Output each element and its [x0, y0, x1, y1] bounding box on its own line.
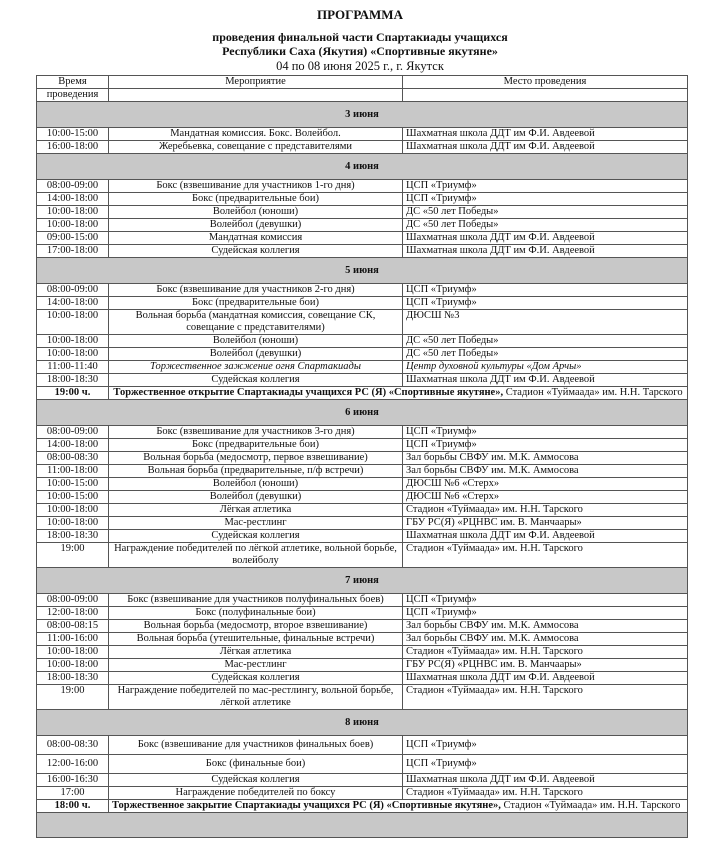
event-place: Зал борьбы СВФУ им. М.К. Аммосова: [403, 620, 688, 633]
document-subtitle-line2: Республики Саха (Якутия) «Спортивные якутяне»: [222, 44, 498, 58]
event-place: ДС «50 лет Победы»: [403, 335, 688, 348]
event-name: Мас-рестлинг: [109, 659, 403, 672]
event-time: 08:00-08:30: [37, 452, 109, 465]
event-time: 10:00-18:00: [37, 517, 109, 530]
event-time: 10:00-18:00: [37, 348, 109, 361]
event-name: Судейская коллегия: [109, 774, 403, 787]
event-time: 08:00-09:00: [37, 426, 109, 439]
table-row: [37, 672, 688, 685]
document-title: ПРОГРАММА: [317, 7, 403, 22]
ceremony-time: 19:00 ч.: [37, 387, 109, 400]
day-header-row: [37, 568, 688, 594]
event-place: Шахматная школа ДДТ им Ф.И. Авдеевой: [403, 774, 688, 787]
table-row: [37, 594, 688, 607]
table-row: [37, 219, 688, 232]
table-row: [37, 478, 688, 491]
event-time: 10:00-15:00: [37, 478, 109, 491]
day-header-row: [37, 154, 688, 180]
table-row: [37, 504, 688, 517]
event-name: Мандатная комиссия: [109, 232, 403, 245]
table-row: [37, 206, 688, 219]
event-place: ЦСП «Триумф»: [403, 594, 688, 607]
event-time: 10:00-18:00: [37, 504, 109, 517]
event-time: 18:00-18:30: [37, 374, 109, 387]
event-time: 10:00-15:00: [37, 491, 109, 504]
table-row: [37, 193, 688, 206]
table-row: [37, 465, 688, 478]
event-place: ДЮСШ №3: [403, 310, 688, 335]
event-name: Награждение победителей по боксу: [109, 787, 403, 800]
document-dates: 04 по 08 июня 2025 г., г. Якутск: [276, 59, 444, 73]
event-name: Бокс (финальные бои): [109, 755, 403, 774]
table-row: [37, 685, 688, 710]
table-row: [37, 245, 688, 258]
event-name: Волейбол (юноши): [109, 478, 403, 491]
table-row: [37, 141, 688, 154]
ceremony-title: Торжественное закрытие Спартакиады учащихся РС (Я) «Спортивные якутяне»,: [112, 800, 501, 811]
table-row: [37, 284, 688, 297]
table-header-row: [37, 76, 688, 89]
event-name: Волейбол (девушки): [109, 348, 403, 361]
table-row: [37, 774, 688, 787]
day-label: 8 июня: [37, 710, 688, 736]
event-time: 10:00-18:00: [37, 219, 109, 232]
table-row: [37, 755, 688, 774]
table-row: [37, 180, 688, 193]
event-time: 08:00-09:00: [37, 284, 109, 297]
event-time: 19:00: [37, 543, 109, 568]
event-time: 10:00-18:00: [37, 335, 109, 348]
table-row: [37, 439, 688, 452]
event-place: Шахматная школа ДДТ им Ф.И. Авдеевой: [403, 128, 688, 141]
event-name: Судейская коллегия: [109, 374, 403, 387]
event-time: 10:00-18:00: [37, 659, 109, 672]
event-place: Зал борьбы СВФУ им. М.К. Аммосова: [403, 633, 688, 646]
table-row: [37, 659, 688, 672]
day-label: 5 июня: [37, 258, 688, 284]
day-header-row: [37, 710, 688, 736]
event-place: ДЮСШ №6 «Стерх»: [403, 478, 688, 491]
event-name: Вольная борьба (утешительные, финальные встречи): [109, 633, 403, 646]
event-place: ЦСП «Триумф»: [403, 193, 688, 206]
event-name: Вольная борьба (медосмотр, первое взвешивание): [109, 452, 403, 465]
event-place: ГБУ РС(Я) «РЦНВС им. В. Манчаары»: [403, 659, 688, 672]
event-place: ЦСП «Триумф»: [403, 439, 688, 452]
ceremony-description: [109, 800, 688, 813]
event-time: 11:00-18:00: [37, 465, 109, 478]
header-time-line2: проведения: [37, 89, 109, 102]
header-empty: [403, 89, 688, 102]
event-name: Бокс (взвешивание для участников 1-го дня): [109, 180, 403, 193]
event-place: ЦСП «Триумф»: [403, 607, 688, 620]
event-name: Волейбол (девушки): [109, 219, 403, 232]
event-time: 16:00-18:00: [37, 141, 109, 154]
event-time: 09:00-15:00: [37, 232, 109, 245]
event-time: 11:00-16:00: [37, 633, 109, 646]
table-row: [37, 452, 688, 465]
day-label: 4 июня: [37, 154, 688, 180]
event-place: Шахматная школа ДДТ им Ф.И. Авдеевой: [403, 374, 688, 387]
event-time: 12:00-18:00: [37, 607, 109, 620]
table-header-row-2: [37, 89, 688, 102]
table-row: [37, 335, 688, 348]
event-place: Зал борьбы СВФУ им. М.К. Аммосова: [403, 465, 688, 478]
event-time: 08:00-08:15: [37, 620, 109, 633]
schedule-table: [36, 75, 688, 838]
table-row: [37, 232, 688, 245]
event-name: Лёгкая атлетика: [109, 646, 403, 659]
day-header-row: [37, 102, 688, 128]
footer-empty: [37, 813, 688, 838]
header-time: Время: [37, 76, 109, 89]
day-header-row: [37, 400, 688, 426]
event-place: Стадион «Туймаада» им. Н.Н. Тарского: [403, 646, 688, 659]
header-event: Мероприятие: [109, 76, 403, 89]
event-name: Бокс (предварительные бои): [109, 297, 403, 310]
event-time: 08:00-09:00: [37, 180, 109, 193]
day-label: 3 июня: [37, 102, 688, 128]
event-place: ДС «50 лет Победы»: [403, 206, 688, 219]
event-place: ДЮСШ №6 «Стерх»: [403, 491, 688, 504]
day-label: 7 июня: [37, 568, 688, 594]
event-place: Шахматная школа ДДТ им Ф.И. Авдеевой: [403, 141, 688, 154]
ceremony-title: Торжественное открытие Спартакиады учащихся РС (Я) «Спортивные якутяне»,: [113, 387, 504, 398]
event-name: Волейбол (девушки): [109, 491, 403, 504]
event-time: 10:00-18:00: [37, 206, 109, 219]
event-place: ЦСП «Триумф»: [403, 736, 688, 755]
table-row: [37, 491, 688, 504]
event-time: 11:00-11:40: [37, 361, 109, 374]
header-place: Место проведения: [403, 76, 688, 89]
table-row: [37, 543, 688, 568]
table-row: [37, 620, 688, 633]
event-time: 10:00-15:00: [37, 128, 109, 141]
event-time: 19:00: [37, 685, 109, 710]
event-time: 18:00-18:30: [37, 672, 109, 685]
ceremony-place: Стадион «Туймаада» им. Н.Н. Тарского: [503, 387, 683, 398]
event-name: Награждение победителей по лёгкой атлетике, вольной борьбе, волейболу: [109, 543, 403, 568]
event-name: Бокс (предварительные бои): [109, 439, 403, 452]
event-time: 14:00-18:00: [37, 297, 109, 310]
event-name: Судейская коллегия: [109, 530, 403, 543]
event-name: Мас-рестлинг: [109, 517, 403, 530]
event-place: ЦСП «Триумф»: [403, 297, 688, 310]
event-name: Бокс (взвешивание для участников финальных боев): [109, 736, 403, 755]
table-row: [37, 787, 688, 800]
event-time: 17:00-18:00: [37, 245, 109, 258]
event-name: Торжественное зажжение огня Спартакиады: [109, 361, 403, 374]
event-name: Мандатная комиссия. Бокс. Волейбол.: [109, 128, 403, 141]
header-empty: [109, 89, 403, 102]
event-name: Волейбол (юноши): [109, 335, 403, 348]
event-name: Бокс (взвешивание для участников 2-го дня): [109, 284, 403, 297]
event-place: ДС «50 лет Победы»: [403, 348, 688, 361]
event-name: Жеребьевка, совещание с представителями: [109, 141, 403, 154]
table-row: [37, 530, 688, 543]
table-row: [37, 128, 688, 141]
event-place: ЦСП «Триумф»: [403, 180, 688, 193]
event-name: Волейбол (юноши): [109, 206, 403, 219]
table-row: [37, 426, 688, 439]
event-place: Стадион «Туймаада» им. Н.Н. Тарского: [403, 685, 688, 710]
event-name: Вольная борьба (медосмотр, второе взвешивание): [109, 620, 403, 633]
day-label: 6 июня: [37, 400, 688, 426]
table-row: [37, 310, 688, 335]
table-row: [37, 348, 688, 361]
day-header-row: [37, 258, 688, 284]
event-place: ДС «50 лет Победы»: [403, 219, 688, 232]
event-name: Судейская коллегия: [109, 245, 403, 258]
ceremony-place: Стадион «Туймаада» им. Н.Н. Тарского: [500, 800, 681, 811]
event-time: 12:00-16:00: [37, 755, 109, 774]
event-name: Бокс (взвешивание для участников полуфинальных боев): [109, 594, 403, 607]
event-time: 18:00-18:30: [37, 530, 109, 543]
event-place: Стадион «Туймаада» им. Н.Н. Тарского: [403, 543, 688, 568]
event-place: ГБУ РС(Я) «РЦНВС им. В. Манчаары»: [403, 517, 688, 530]
event-place: ЦСП «Триумф»: [403, 284, 688, 297]
table-row: [37, 646, 688, 659]
table-row: [37, 633, 688, 646]
event-place: ЦСП «Триумф»: [403, 755, 688, 774]
event-place: Стадион «Туймаада» им. Н.Н. Тарского: [403, 504, 688, 517]
event-time: 10:00-18:00: [37, 310, 109, 335]
event-time: 17:00: [37, 787, 109, 800]
table-row: [37, 517, 688, 530]
event-place: Шахматная школа ДДТ им Ф.И. Авдеевой: [403, 530, 688, 543]
event-time: 08:00-09:00: [37, 594, 109, 607]
event-time: 14:00-18:00: [37, 193, 109, 206]
event-name: Судейская коллегия: [109, 672, 403, 685]
event-name: Вольная борьба (предварительные, п/ф встречи): [109, 465, 403, 478]
event-name: Бокс (полуфинальные бои): [109, 607, 403, 620]
table-row: [37, 374, 688, 387]
table-row: [37, 607, 688, 620]
event-name: Вольная борьба (мандатная комиссия, совещание СК, совещание с представителями): [109, 310, 403, 335]
event-name: Лёгкая атлетика: [109, 504, 403, 517]
ceremony-description: [109, 387, 688, 400]
event-time: 08:00-08:30: [37, 736, 109, 755]
event-place: Шахматная школа ДДТ им Ф.И. Авдеевой: [403, 672, 688, 685]
table-row: [37, 361, 688, 374]
table-row: [37, 736, 688, 755]
ceremony-row: [37, 387, 688, 400]
event-name: Бокс (взвешивание для участников 3-го дня): [109, 426, 403, 439]
event-name: Бокс (предварительные бои): [109, 193, 403, 206]
table-footer-row: [37, 813, 688, 838]
event-time: 16:00-16:30: [37, 774, 109, 787]
table-row: [37, 297, 688, 310]
event-time: 10:00-18:00: [37, 646, 109, 659]
event-time: 14:00-18:00: [37, 439, 109, 452]
event-place: ЦСП «Триумф»: [403, 426, 688, 439]
event-name: Награждение победителей по мас-рестлингу, вольной борьбе, лёгкой атлетике: [109, 685, 403, 710]
event-place: Зал борьбы СВФУ им. М.К. Аммосова: [403, 452, 688, 465]
document-subtitle-line1: проведения финальной части Спартакиады учащихся: [212, 30, 508, 44]
ceremony-time: 18:00 ч.: [37, 800, 109, 813]
event-place: Шахматная школа ДДТ им Ф.И. Авдеевой: [403, 245, 688, 258]
event-place: Центр духовной культуры «Дом Арчы»: [403, 361, 688, 374]
event-place: Шахматная школа ДДТ им Ф.И. Авдеевой: [403, 232, 688, 245]
ceremony-row: [37, 800, 688, 813]
event-place: Стадион «Туймаада» им. Н.Н. Тарского: [403, 787, 688, 800]
